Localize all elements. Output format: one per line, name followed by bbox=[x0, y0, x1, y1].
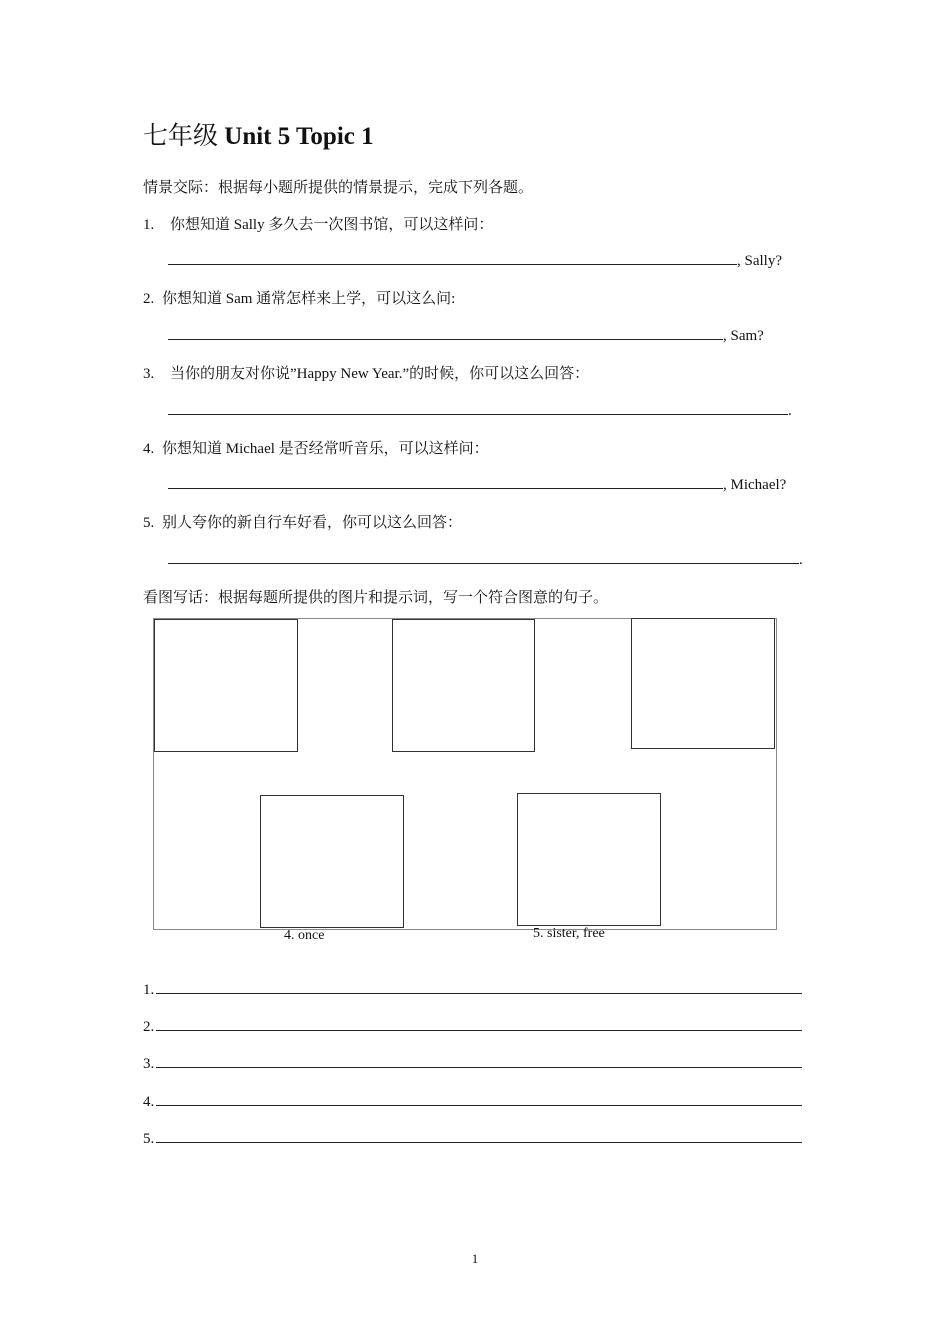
question-text: 当你的朋友对你说”Happy New Year.”的时候，你可以这么回答： bbox=[170, 366, 590, 382]
writing-line-1[interactable] bbox=[143, 979, 802, 999]
writing-line-3[interactable] bbox=[143, 1053, 802, 1073]
answer-suffix: . bbox=[788, 403, 792, 419]
question-text: 别人夸你的新自行车好看，你可以这么回答： bbox=[162, 515, 463, 531]
picture-4-caption: 4. once bbox=[284, 928, 325, 943]
picture-5-caption: 5. sister, free bbox=[533, 926, 605, 941]
answer-suffix: , Michael? bbox=[723, 477, 787, 493]
picture-5 bbox=[517, 793, 661, 926]
answer-line-3[interactable] bbox=[168, 400, 792, 420]
writing-line-5[interactable] bbox=[143, 1128, 802, 1148]
answer-line-2[interactable] bbox=[168, 325, 764, 345]
answer-blank[interactable] bbox=[168, 474, 723, 489]
picture-4 bbox=[260, 795, 404, 928]
answer-blank[interactable] bbox=[156, 1016, 802, 1031]
answer-line-5[interactable] bbox=[168, 549, 803, 569]
writing-line-4[interactable] bbox=[143, 1091, 802, 1111]
answer-blank[interactable] bbox=[156, 1091, 802, 1106]
answer-blank[interactable] bbox=[156, 1053, 802, 1068]
line-number: 4. bbox=[143, 1094, 155, 1110]
answer-suffix: , Sally? bbox=[737, 253, 782, 269]
question-3 bbox=[143, 362, 589, 383]
question-5 bbox=[143, 511, 462, 532]
picture-3 bbox=[631, 618, 775, 749]
question-number: 1. bbox=[143, 217, 155, 233]
answer-blank[interactable] bbox=[168, 549, 799, 564]
question-number: 4. bbox=[143, 441, 155, 457]
title-chinese: 七年级 bbox=[143, 123, 219, 150]
question-number: 3. bbox=[143, 366, 155, 382]
answer-blank[interactable] bbox=[168, 250, 737, 265]
picture-2 bbox=[392, 619, 535, 752]
section1-instruction: 情景交际：根据每小题所提供的情景提示，完成下列各题。 bbox=[143, 180, 534, 196]
title-english: Unit 5 Topic 1 bbox=[224, 123, 374, 150]
line-number: 2. bbox=[143, 1019, 155, 1035]
question-text: 你想知道 Sam 通常怎样来上学，可以这么问: bbox=[162, 291, 456, 307]
line-number: 3. bbox=[143, 1056, 155, 1072]
question-number: 5. bbox=[143, 515, 155, 531]
question-4 bbox=[143, 437, 489, 458]
answer-blank[interactable] bbox=[168, 400, 788, 415]
writing-line-2[interactable] bbox=[143, 1016, 802, 1036]
answer-blank[interactable] bbox=[156, 979, 802, 994]
line-number: 1. bbox=[143, 982, 155, 998]
question-text: 你想知道 Sally 多久去一次图书馆，可以这样问： bbox=[170, 217, 494, 233]
answer-blank[interactable] bbox=[168, 325, 723, 340]
section2-instruction: 看图写话：根据每题所提供的图片和提示词，写一个符合图意的句子。 bbox=[143, 590, 609, 606]
answer-line-1[interactable] bbox=[168, 250, 782, 270]
question-2 bbox=[143, 287, 455, 308]
question-text: 你想知道 Michael 是否经常听音乐，可以这样问： bbox=[162, 441, 489, 457]
question-number: 2. bbox=[143, 291, 155, 307]
page-number: 1 bbox=[471, 1251, 479, 1266]
picture-1 bbox=[154, 619, 298, 752]
line-number: 5. bbox=[143, 1131, 155, 1147]
answer-suffix: , Sam? bbox=[723, 328, 764, 344]
answer-line-4[interactable] bbox=[168, 474, 786, 494]
answer-blank[interactable] bbox=[156, 1128, 802, 1143]
answer-suffix: . bbox=[799, 552, 803, 568]
question-1 bbox=[143, 213, 493, 234]
page-title bbox=[143, 116, 374, 152]
